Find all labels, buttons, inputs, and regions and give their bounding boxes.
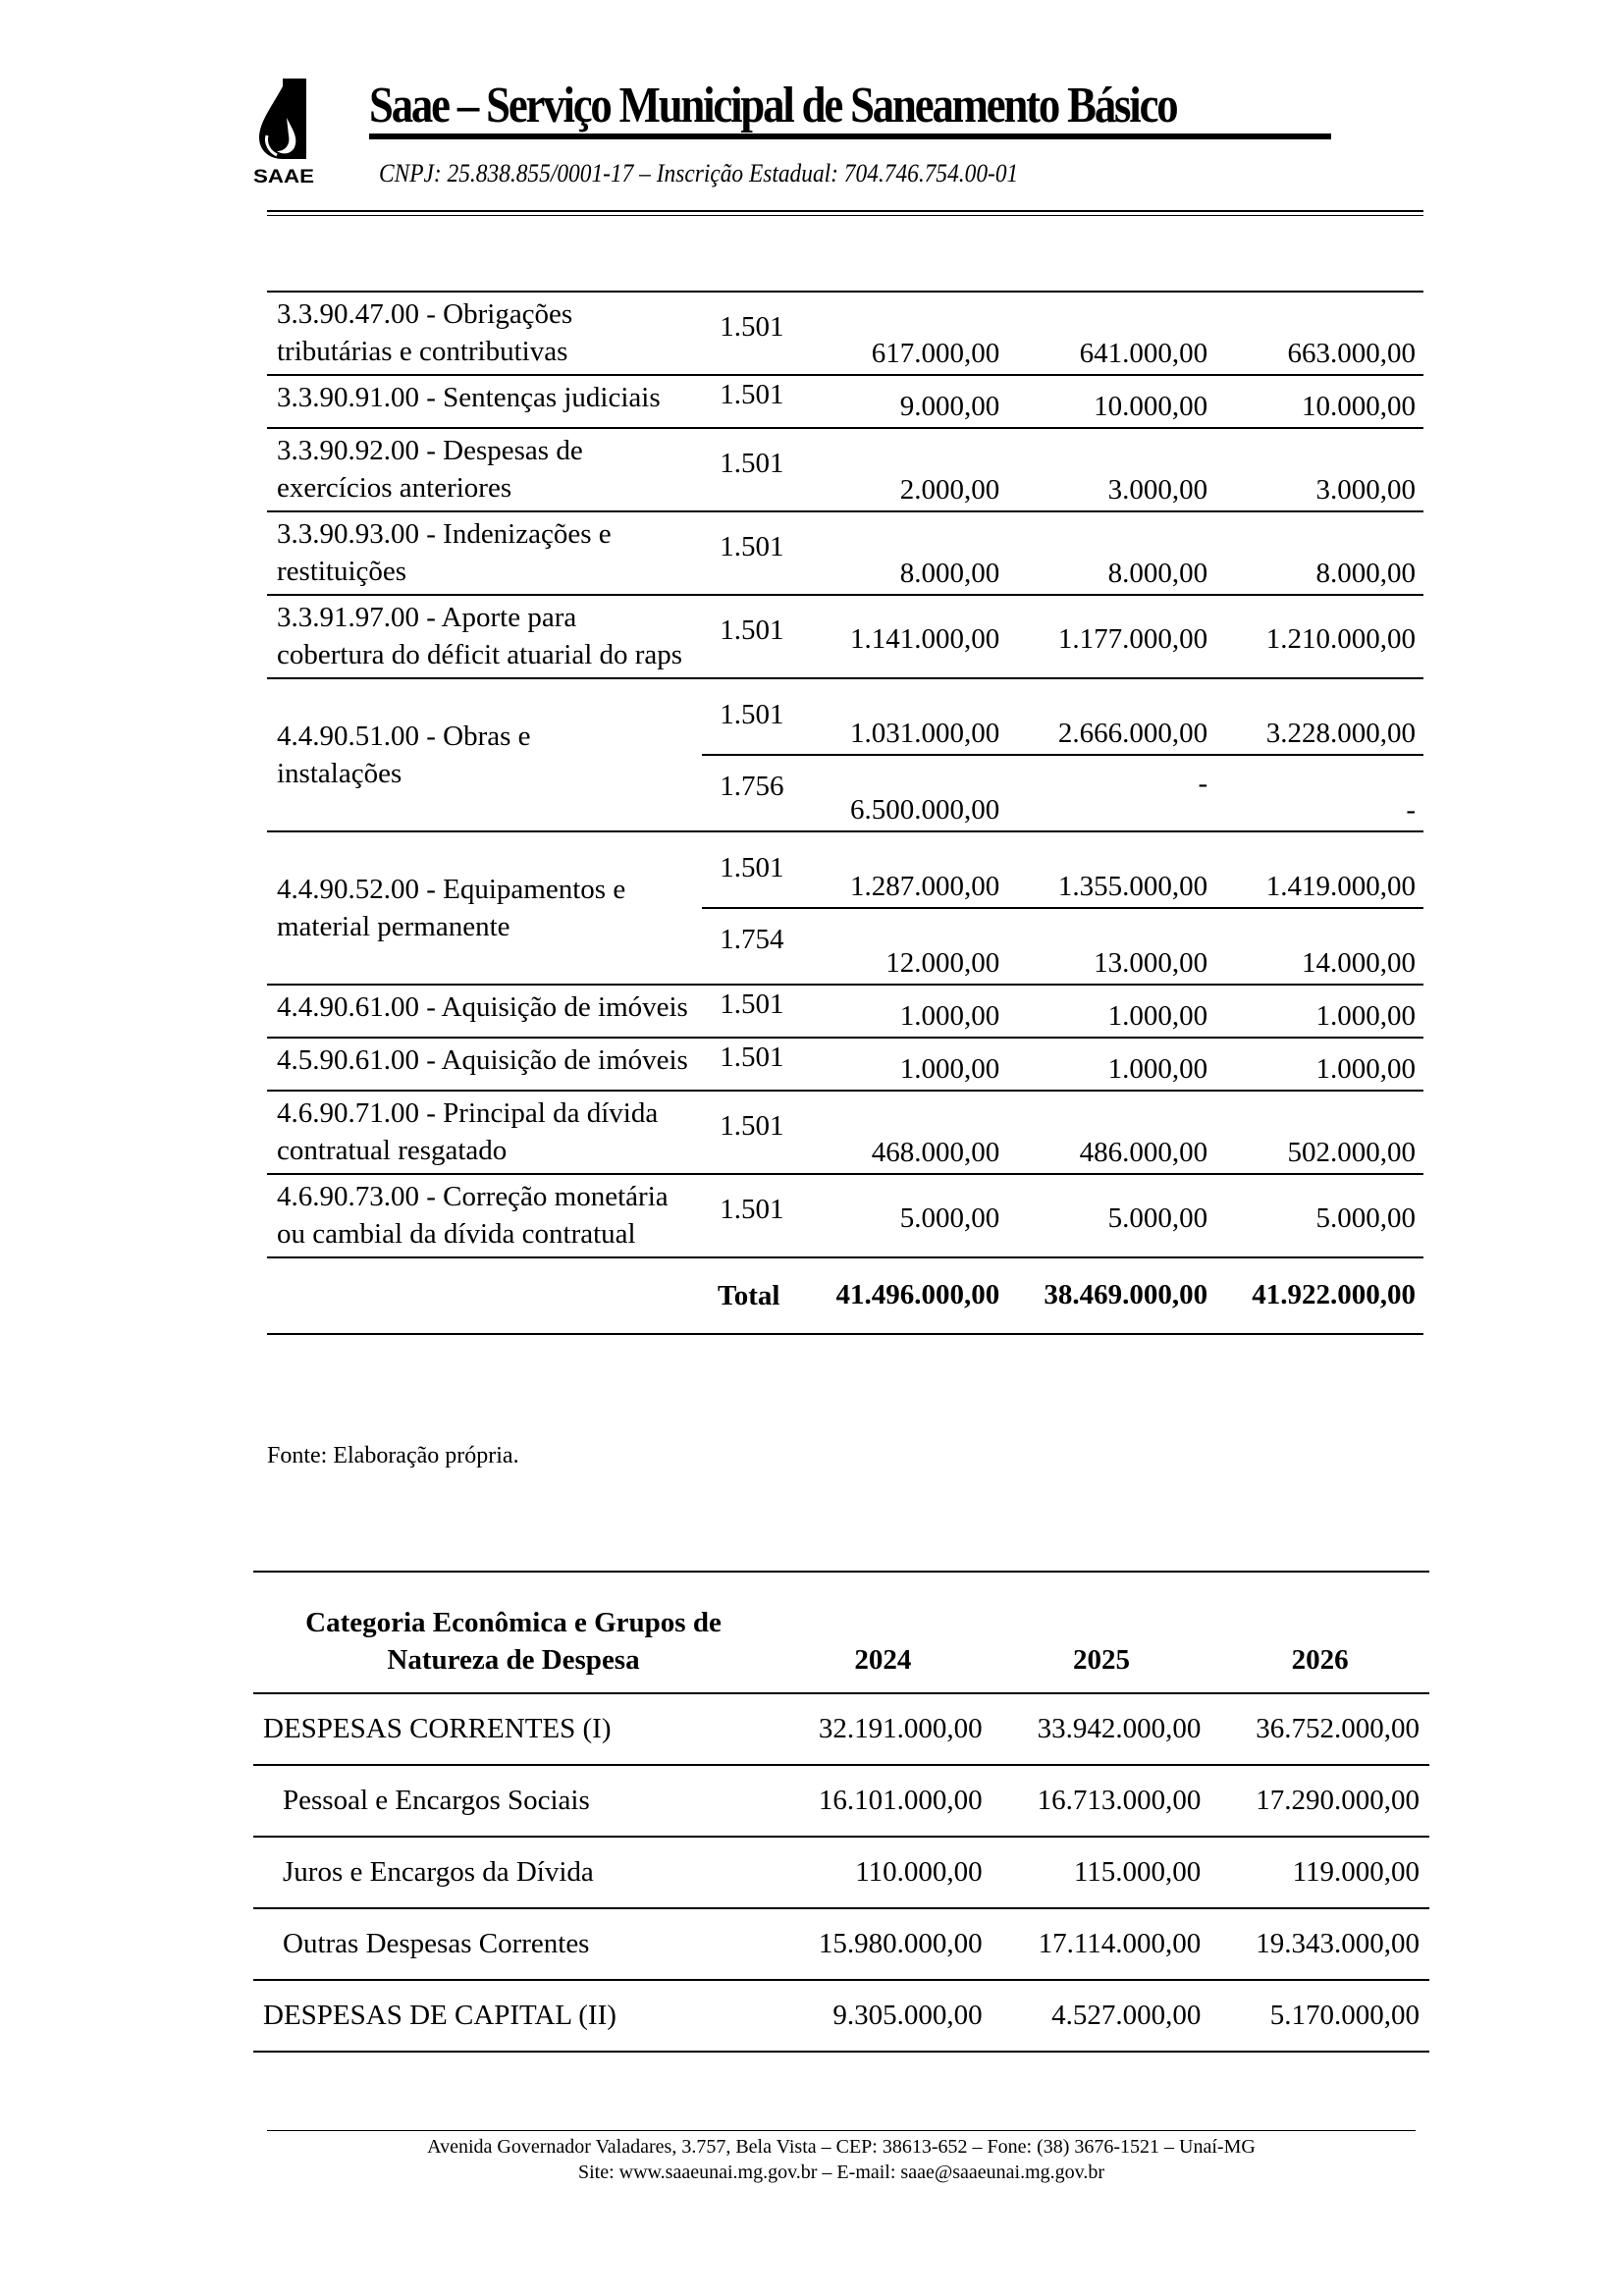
total-row — [267, 1257, 1423, 1334]
expense-description: 3.3.90.47.00 - Obrigações tributárias e contributivas — [267, 292, 702, 375]
expense-description: 3.3.91.97.00 - Aporte para cobertura do déficit atuarial do raps — [267, 595, 702, 678]
value-2025: 16.713.000,00 — [992, 1765, 1211, 1837]
expense-description: 4.4.90.61.00 - Aquisição de imóveis — [267, 985, 702, 1038]
column-header-2024: 2024 — [774, 1572, 992, 1693]
header-divider — [267, 210, 1423, 216]
letterhead — [253, 71, 1421, 198]
value-2024: 5.000,00 — [799, 1174, 1007, 1257]
source-code: 1.501 — [702, 511, 799, 595]
table-row — [267, 678, 1423, 755]
value-2026: 36.752.000,00 — [1210, 1693, 1429, 1765]
value-2025: 1.000,00 — [1007, 985, 1215, 1038]
value-2024: 8.000,00 — [799, 511, 1007, 595]
expense-description: 4.6.90.71.00 - Principal da dívida contratual resgatado — [267, 1091, 702, 1174]
table-row — [267, 511, 1423, 595]
table-row — [267, 428, 1423, 511]
value-2026: 17.290.000,00 — [1210, 1765, 1429, 1837]
value-2025: 5.000,00 — [1007, 1174, 1215, 1257]
source-code: 1.501 — [702, 595, 799, 678]
value-2024: 468.000,00 — [799, 1091, 1007, 1174]
value-2024: 1.287.000,00 — [799, 831, 1007, 908]
saae-logo-icon — [253, 79, 314, 187]
value-2024: 1.141.000,00 — [799, 595, 1007, 678]
table-row — [267, 595, 1423, 678]
column-header-2025: 2025 — [992, 1572, 1211, 1693]
table-row — [253, 1693, 1429, 1765]
table-row — [267, 1091, 1423, 1174]
registration-info: CNPJ: 25.838.855/0001-17 – Inscrição Estadual: 704.746.754.00-01 — [379, 159, 1019, 187]
total-2025: 38.469.000,00 — [1007, 1257, 1215, 1334]
table-row — [253, 1980, 1429, 2052]
value-2024: 9.305.000,00 — [774, 1980, 992, 2052]
value-2026: 663.000,00 — [1215, 292, 1423, 375]
value-2024: 617.000,00 — [799, 292, 1007, 375]
footer-contact: Site: www.saaeunai.mg.gov.br – E-mail: saae@saaeunai.mg.gov.br — [577, 2162, 1105, 2183]
category-label: Juros e Encargos da Dívida — [253, 1837, 774, 1908]
category-label: DESPESAS DE CAPITAL (II) — [253, 1980, 774, 2052]
source-code: 1.501 — [702, 292, 799, 375]
value-2026: 3.000,00 — [1215, 428, 1423, 511]
value-2025: 115.000,00 — [992, 1837, 1211, 1908]
category-label: Outras Despesas Correntes — [253, 1908, 774, 1980]
value-2025: 10.000,00 — [1007, 375, 1215, 428]
source-code: 1.754 — [702, 908, 799, 985]
value-2026: 19.343.000,00 — [1210, 1908, 1429, 1980]
total-2024: 41.496.000,00 — [799, 1257, 1007, 1334]
table-row — [253, 1908, 1429, 1980]
value-2024: 1.031.000,00 — [799, 678, 1007, 755]
value-2025: 33.942.000,00 — [992, 1693, 1211, 1765]
value-2024: 32.191.000,00 — [774, 1693, 992, 1765]
column-header-category: Categoria Econômica e Grupos de Natureza de Despesa — [253, 1572, 774, 1693]
value-2026: 502.000,00 — [1215, 1091, 1423, 1174]
table-row — [253, 1837, 1429, 1908]
source-code: 1.501 — [702, 375, 799, 428]
value-2025: - — [1007, 755, 1215, 831]
value-2026: 5.000,00 — [1215, 1174, 1423, 1257]
source-code: 1.501 — [702, 1091, 799, 1174]
value-2025: 641.000,00 — [1007, 292, 1215, 375]
value-2025: 1.177.000,00 — [1007, 595, 1215, 678]
value-2025: 3.000,00 — [1007, 428, 1215, 511]
value-2026: 119.000,00 — [1210, 1837, 1429, 1908]
table-row — [267, 1174, 1423, 1257]
expense-description: 4.4.90.52.00 - Equipamentos e material permanente — [267, 831, 702, 985]
column-header-2026: 2026 — [1210, 1572, 1429, 1693]
source-code: 1.501 — [702, 985, 799, 1038]
table-row — [267, 1038, 1423, 1091]
value-2025: 1.355.000,00 — [1007, 831, 1215, 908]
value-2026: 1.419.000,00 — [1215, 831, 1423, 908]
value-2024: 15.980.000,00 — [774, 1908, 992, 1980]
value-2024: 9.000,00 — [799, 375, 1007, 428]
source-code: 1.756 — [702, 755, 799, 831]
category-label: Pessoal e Encargos Sociais — [253, 1765, 774, 1837]
expense-summary-table — [253, 1571, 1429, 2053]
title-underline — [369, 133, 1331, 139]
table-header-row — [253, 1572, 1429, 1693]
expense-description: 4.4.90.51.00 - Obras e instalações — [267, 678, 702, 831]
value-2026: 3.228.000,00 — [1215, 678, 1423, 755]
table-row — [267, 375, 1423, 428]
value-2025: 13.000,00 — [1007, 908, 1215, 985]
source-code: 1.501 — [702, 831, 799, 908]
value-2026: 1.210.000,00 — [1215, 595, 1423, 678]
source-code: 1.501 — [702, 1038, 799, 1091]
value-2026: 8.000,00 — [1215, 511, 1423, 595]
footer-divider — [267, 2130, 1416, 2131]
expense-description: 3.3.90.93.00 - Indenizações e restituições — [267, 511, 702, 595]
value-2024: 1.000,00 — [799, 985, 1007, 1038]
expense-description: 4.5.90.61.00 - Aquisição de imóveis — [267, 1038, 702, 1091]
value-2026: 1.000,00 — [1215, 1038, 1423, 1091]
footer-address: Avenida Governador Valadares, 3.757, Bela Vista – CEP: 38613-652 – Fone: (38) 3676-1521 – Unaí-MG — [427, 2136, 1256, 2158]
total-2026: 41.922.000,00 — [1215, 1257, 1423, 1334]
value-2024: 12.000,00 — [799, 908, 1007, 985]
value-2024: 16.101.000,00 — [774, 1765, 992, 1837]
expense-detail-table — [267, 291, 1423, 1335]
value-2025: 8.000,00 — [1007, 511, 1215, 595]
value-2025: 4.527.000,00 — [992, 1980, 1211, 2052]
value-2024: 6.500.000,00 — [799, 755, 1007, 831]
expense-description: 4.6.90.73.00 - Correção monetária ou cambial da dívida contratual — [267, 1174, 702, 1257]
source-code: 1.501 — [702, 428, 799, 511]
value-2025: 2.666.000,00 — [1007, 678, 1215, 755]
value-2026: 10.000,00 — [1215, 375, 1423, 428]
value-2025: 486.000,00 — [1007, 1091, 1215, 1174]
value-2026: - — [1215, 755, 1423, 831]
value-2024: 2.000,00 — [799, 428, 1007, 511]
expense-description: 3.3.90.92.00 - Despesas de exercícios anteriores — [267, 428, 702, 511]
table-row — [267, 985, 1423, 1038]
category-label: DESPESAS CORRENTES (I) — [253, 1693, 774, 1765]
svg-text:SAAE: SAAE — [253, 167, 314, 187]
table-row — [267, 292, 1423, 375]
footer — [253, 2134, 1429, 2185]
table-row — [267, 831, 1423, 908]
table-row — [253, 1765, 1429, 1837]
value-2024: 1.000,00 — [799, 1038, 1007, 1091]
table-source-note: Fonte: Elaboração própria. — [267, 1443, 519, 1468]
value-2025: 1.000,00 — [1007, 1038, 1215, 1091]
value-2025: 17.114.000,00 — [992, 1908, 1211, 1980]
value-2026: 5.170.000,00 — [1210, 1980, 1429, 2052]
source-code: 1.501 — [702, 678, 799, 755]
source-code: 1.501 — [702, 1174, 799, 1257]
value-2026: 14.000,00 — [1215, 908, 1423, 985]
value-2024: 110.000,00 — [774, 1837, 992, 1908]
expense-description: 3.3.90.91.00 - Sentenças judiciais — [267, 375, 702, 428]
organization-title: Saae – Serviço Municipal de Saneamento Básico — [369, 78, 1177, 133]
value-2026: 1.000,00 — [1215, 985, 1423, 1038]
total-label: Total — [267, 1257, 799, 1334]
